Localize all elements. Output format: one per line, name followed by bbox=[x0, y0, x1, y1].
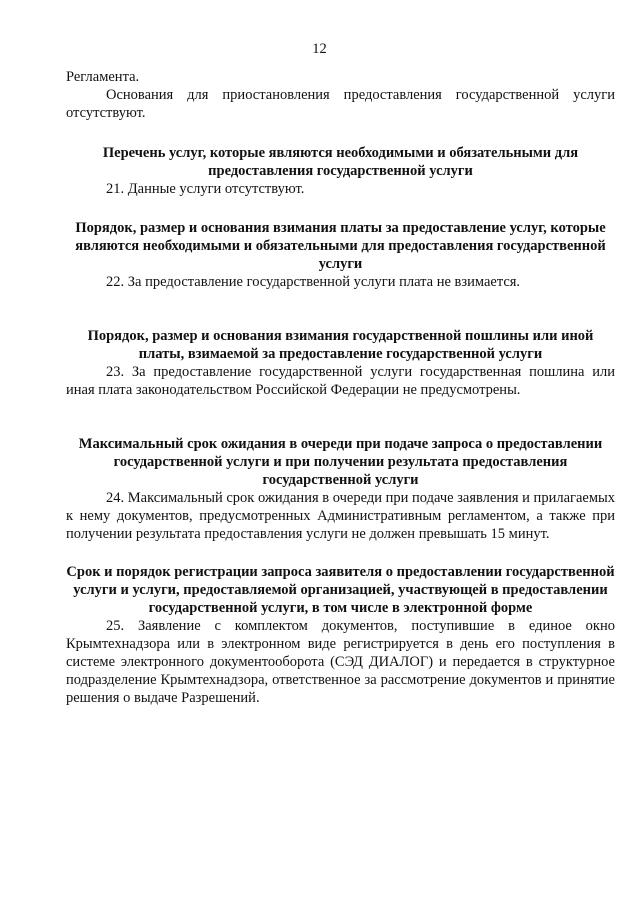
section-23-text: 23. За предоставление государственной услуги государственная пошлина или иная плата законодательством Российской Федерации не предусмотрены. bbox=[66, 364, 615, 398]
suspension-grounds-paragraph: Основания для приостановления предоставления государственной услуги отсутствуют. bbox=[66, 87, 615, 121]
page-number: 12 bbox=[312, 41, 327, 57]
section-21-text: 21. Данные услуги отсутствуют. bbox=[106, 181, 305, 197]
section-25-text: 25. Заявление с комплектом документов, поступившие в единое окно Крымтехнадзора или в электронном виде регистрируется в день его поступления в системе электронного документооборота (СЭД ДИАЛОГ) и передается в структурное подразделение Крымтехнадзора, ответственное за рассмотрение документов и принятие решения о выдаче Разрешений. bbox=[66, 618, 615, 706]
section-21-heading: Перечень услуг, которые являются необходимыми и обязательными для предоставления государственной услуги bbox=[102, 145, 579, 179]
section-22-text: 22. За предоставление государственной услуги плата не взимается. bbox=[106, 274, 521, 290]
section-25-heading: Срок и порядок регистрации запроса заявителя о предоставлении государственной услуги и услуги, предоставляемой организацией, участвующей в предоставлении государственной услуги, в том числе в электронной форме bbox=[66, 564, 615, 616]
section-23-heading: Порядок, размер и основания взимания государственной пошлины или иной платы, взимаемой за предоставление государственной услуги bbox=[87, 328, 594, 362]
section-24-heading: Максимальный срок ожидания в очереди при подаче запроса о предоставлении государственной услуги и при получении результата предоставления государственной услуги bbox=[78, 436, 603, 488]
section-24-text: 24. Максимальный срок ожидания в очереди при подаче заявления и прилагаемых к нему документов, предусмотренных Административным регламентом, а также при получении результата предоставления услуги не должен превышать 15 минут. bbox=[66, 490, 615, 542]
intro-continuation: Регламента. bbox=[66, 69, 140, 85]
section-22-heading: Порядок, размер и основания взимания платы за предоставление услуг, которые являются необходимыми и обязательными для предоставления государственной услуги bbox=[75, 220, 606, 272]
document-body bbox=[66, 68, 615, 707]
